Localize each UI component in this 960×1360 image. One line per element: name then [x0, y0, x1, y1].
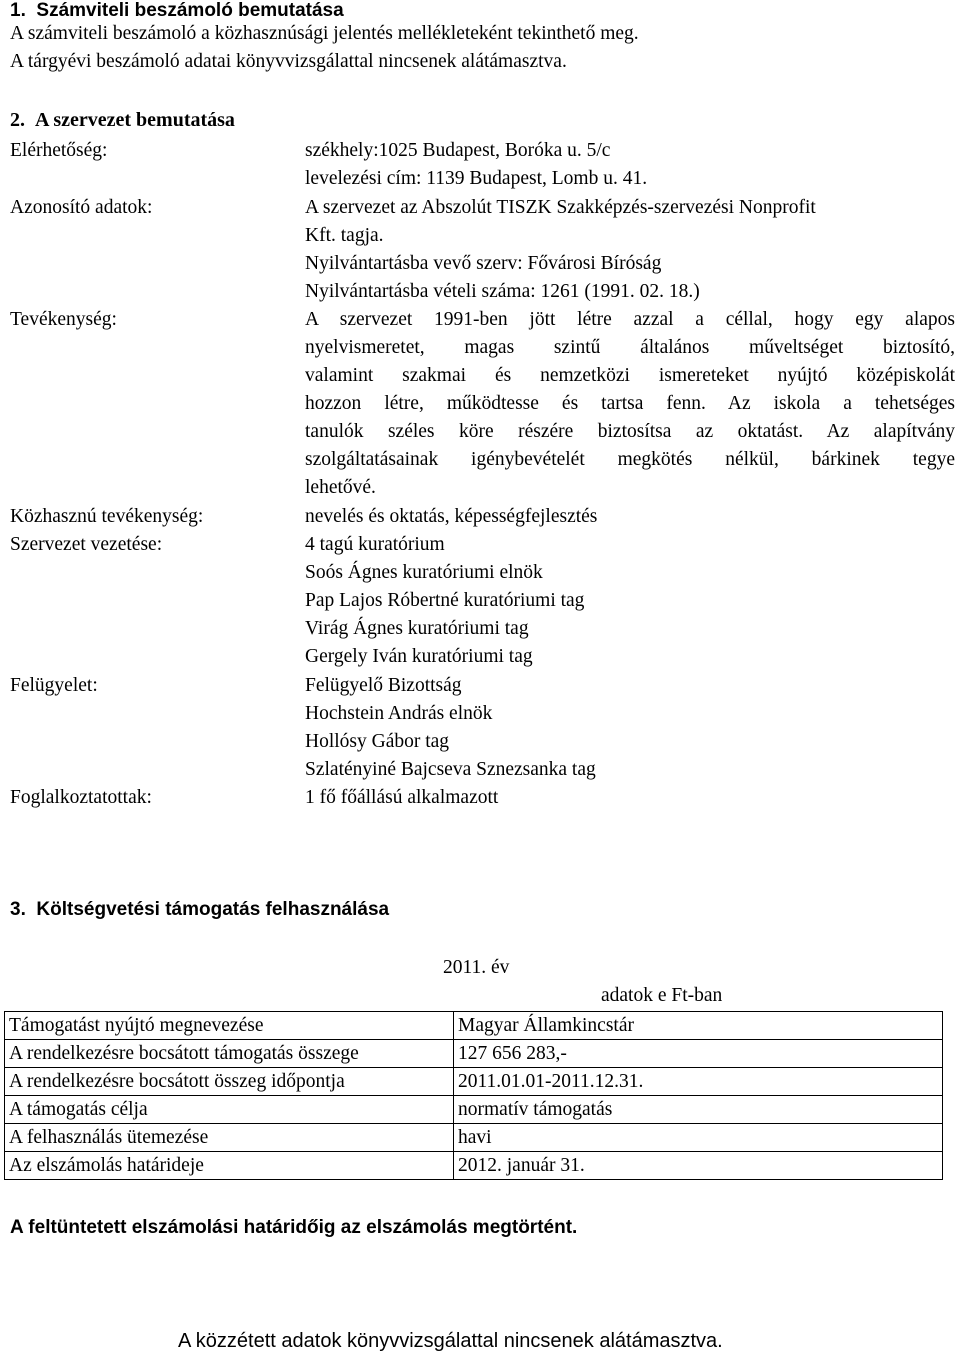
activity-line: tanulók széles köre részére biztosítsa az oktatást. Az alapítvány	[305, 421, 955, 442]
leadership-line: Gergely Iván kuratóriumi tag	[305, 646, 533, 667]
year-label: 2011. év	[443, 957, 510, 978]
table-cell-value: 2012. január 31.	[454, 1152, 943, 1180]
table-cell-label: A rendelkezésre bocsátott összeg időpontja	[5, 1068, 454, 1096]
leadership-line: Soós Ágnes kuratóriumi elnök	[305, 562, 543, 583]
section3-heading: 3. Költségvetési támogatás felhasználása	[10, 899, 390, 920]
contact-line1: székhely:1025 Budapest, Boróka u. 5/c	[305, 140, 611, 161]
activity-label: Tevékenység:	[10, 309, 117, 330]
table-row	[5, 1068, 943, 1096]
supervision-line: Szlatényiné Bajcseva Sznezsanka tag	[305, 759, 596, 780]
leadership-line: Virág Ágnes kuratóriumi tag	[305, 618, 529, 639]
id-label: Azonosító adatok:	[10, 197, 153, 218]
leadership-line: 4 tagú kuratórium	[305, 534, 445, 555]
activity-text	[305, 306, 955, 502]
table-cell-label: Támogatást nyújtó megnevezése	[5, 1012, 454, 1040]
table-cell-label: A felhasználás ütemezése	[5, 1124, 454, 1152]
id-line3: Nyilvántartásba vevő szerv: Fővárosi Bíróság	[305, 253, 662, 274]
id-line1: A szervezet az Abszolút TISZK Szakképzés-szervezési Nonprofit	[305, 197, 816, 218]
table-cell-value: havi	[454, 1124, 943, 1152]
section1-line1: A számviteli beszámoló a közhasznúsági jelentés mellékleteként tekinthető meg.	[10, 23, 639, 44]
activity-line: valamint szakmai és nemzetközi ismereteket nyújtó középiskolát	[305, 365, 955, 386]
settlement-statement: A feltüntetett elszámolási határidőig az elszámolás megtörtént.	[10, 1217, 578, 1238]
section1-line2: A tárgyévi beszámoló adatai könyvvizsgálattal nincsenek alátámasztva.	[10, 51, 567, 72]
table-cell-value: 2011.01.01-2011.12.31.	[454, 1068, 943, 1096]
table-cell-label: Az elszámolás határideje	[5, 1152, 454, 1180]
contact-label: Elérhetőség:	[10, 140, 108, 161]
footer-note: A közzétett adatok könyvvizsgálattal nincsenek alátámasztva.	[178, 1330, 723, 1352]
leadership-label: Szervezet vezetése:	[10, 534, 163, 555]
supervision-line: Felügyelő Bizottság	[305, 675, 462, 696]
employees-label: Foglalkoztatottak:	[10, 787, 152, 808]
employees-value: 1 fő főállású alkalmazott	[305, 787, 499, 808]
section1-heading: 1. Számviteli beszámoló bemutatása	[10, 0, 344, 21]
activity-line: szolgáltatásainak igénybevételét megkötés nélkül, bárkinek tegye	[305, 449, 955, 470]
support-table	[4, 1011, 943, 1180]
id-line2: Kft. tagja.	[305, 225, 384, 246]
id-line4: Nyilvántartásba vételi száma: 1261 (1991. 02. 18.)	[305, 281, 700, 302]
activity-line: hozzon létre, működtesse és tartsa fenn. Az iskola a tehetséges	[305, 393, 955, 414]
table-row	[5, 1012, 943, 1040]
table-cell-value: normatív támogatás	[454, 1096, 943, 1124]
table-row	[5, 1040, 943, 1068]
table-cell-label: A rendelkezésre bocsátott támogatás összege	[5, 1040, 454, 1068]
public-activity-label: Közhasznú tevékenység:	[10, 506, 204, 527]
table-cell-value: 127 656 283,-	[454, 1040, 943, 1068]
activity-line: lehetővé.	[305, 477, 376, 498]
supervision-line: Hollósy Gábor tag	[305, 731, 450, 752]
table-row	[5, 1152, 943, 1180]
table-cell-label: A támogatás célja	[5, 1096, 454, 1124]
activity-line: nyelvismeretet, magas szintű általános műveltséget biztosító,	[305, 337, 955, 358]
supervision-line: Hochstein András elnök	[305, 703, 493, 724]
table-row	[5, 1096, 943, 1124]
supervision-label: Felügyelet:	[10, 675, 98, 696]
section2-heading: 2. A szervezet bemutatása	[10, 109, 235, 131]
public-activity-value: nevelés és oktatás, képességfejlesztés	[305, 506, 598, 527]
table-row	[5, 1124, 943, 1152]
table-cell-value: Magyar Államkincstár	[454, 1012, 943, 1040]
unit-label: adatok e Ft-ban	[601, 985, 723, 1006]
contact-line2: levelezési cím: 1139 Budapest, Lomb u. 41.	[305, 168, 648, 189]
leadership-line: Pap Lajos Róbertné kuratóriumi tag	[305, 590, 585, 611]
activity-line: A szervezet 1991-ben jött létre azzal a céllal, hogy egy alapos	[305, 309, 955, 330]
